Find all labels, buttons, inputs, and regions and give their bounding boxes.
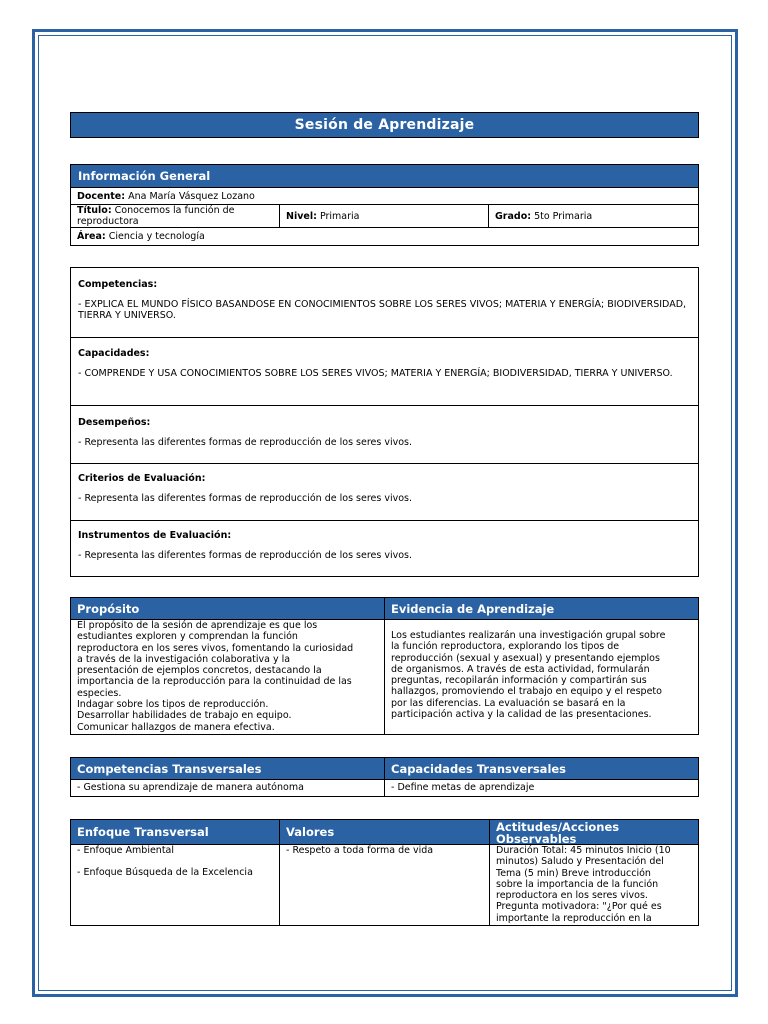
docente-row (70, 188, 699, 205)
instrumentos-section (71, 521, 698, 578)
proposito-line: Comunicar hallazgos de manera efectiva. (77, 721, 275, 733)
titulo-label: Título: (77, 205, 112, 216)
docente-value: Ana María Vásquez Lozano (128, 190, 255, 202)
valores-item: - Respeto a toda forma de vida (286, 845, 434, 856)
proposito-table (70, 597, 699, 735)
proposito-line: estudiantes exploren y comprendan la función (77, 631, 298, 643)
valores-text (280, 845, 490, 925)
proposito-line: a través de la investigación colaborativa y la (77, 653, 291, 665)
competencias-box (70, 267, 699, 577)
area-value: Ciencia y tecnología (108, 231, 205, 242)
grado-value: 5to Primaria (534, 210, 593, 222)
actitudes-line: reproductora en los seres vivos. (496, 890, 648, 902)
enfoque-header: Enfoque Transversal (70, 819, 279, 845)
competencias-label: Competencias: (78, 279, 158, 290)
info-general-header: Información General (70, 164, 699, 188)
enfoque-table (70, 819, 699, 926)
proposito-header: Propósito (70, 597, 384, 620)
competencias-transversales-header: Competencias Transversales (70, 757, 384, 780)
actitudes-line: sobre la importancia de la función (496, 878, 659, 890)
proposito-line: especies. (77, 687, 122, 699)
desempenos-section (71, 406, 698, 464)
proposito-text (71, 620, 385, 734)
evidencia-line: preguntas, recopilarán información y compartirán sus (391, 675, 647, 687)
actitudes-text (490, 845, 698, 925)
docente-label: Docente: (77, 190, 126, 202)
evidencia-header: Evidencia de Aprendizaje (384, 597, 699, 620)
capacidades-section (71, 338, 698, 406)
evidencia-line: reproducción (sexual y asexual) y presentando ejemplos (391, 652, 660, 664)
proposito-line: Desarrollar habilidades de trabajo en equipo. (77, 710, 292, 722)
grado-label: Grado: (495, 210, 532, 222)
enfoque-text (71, 845, 280, 925)
evidencia-line: participación activa y la calidad de las presentaciones. (391, 709, 652, 721)
nivel-label: Nivel: (286, 210, 317, 222)
actitudes-header (489, 819, 699, 845)
proposito-line: importancia de la reproducción para la continuidad de las (77, 676, 352, 688)
evidencia-line: por las diferencias. La evaluación se basará en la (391, 697, 626, 709)
competencias-transversales-text: - Gestiona su aprendizaje de manera autónoma (71, 780, 385, 796)
criterios-text: - Representa las diferentes formas de reproducción de los seres vivos. (78, 493, 413, 504)
instrumentos-text: - Representa las diferentes formas de reproducción de los seres vivos. (78, 550, 413, 561)
enfoque-item: - Enfoque Búsqueda de la Excelencia (77, 867, 253, 879)
actitudes-header-line: Actitudes/Acciones (496, 820, 620, 834)
area-label: Área: (77, 231, 106, 242)
evidencia-line: Los estudiantes realizarán una investigación grupal sobre (391, 630, 666, 641)
proposito-line: reproductora en los seres vivos, fomentando la curiosidad (77, 642, 354, 654)
actitudes-line: Tema (5 min) Breve introducción (496, 867, 651, 879)
evidencia-text (385, 620, 698, 734)
document-title: Sesión de Aprendizaje (70, 112, 699, 138)
proposito-line: presentación de ejemplos concretos, destacando la (77, 665, 322, 677)
actitudes-header-line: Observables (496, 832, 577, 846)
enfoque-item: - Enfoque Ambiental (77, 845, 175, 856)
actitudes-line: importante la reproducción en la (496, 912, 652, 924)
criterios-section (71, 464, 698, 521)
capacidades-transversales-text: - Define metas de aprendizaje (391, 782, 535, 793)
capacidades-transversales-header: Capacidades Transversales (384, 757, 699, 780)
competencias-section (71, 268, 698, 338)
info-general-table (70, 164, 699, 246)
evidencia-line: hallazgos, promoviendo el trabajo en equipo y el respeto (391, 686, 662, 698)
titulo-row (70, 205, 699, 228)
valores-header: Valores (279, 819, 489, 845)
evidencia-line: de organismos. A través de esta actividad, formularán (391, 663, 650, 675)
proposito-line: El propósito de la sesión de aprendizaje es que los (77, 620, 318, 631)
actitudes-line: minutos) Saludo y Presentación del (496, 856, 664, 868)
capacidades-label: Capacidades: (78, 348, 150, 359)
criterios-label: Criterios de Evaluación: (78, 473, 206, 484)
proposito-line: Indagar sobre los tipos de reproducción. (77, 699, 269, 711)
nivel-value: Primaria (319, 210, 360, 222)
capacidades-text: - COMPRENDE Y USA CONOCIMIENTOS SOBRE LOS SERES VIVOS; MATERIA Y ENERGÍA; BIODIVERSIDAD, TIERRA Y UNIVERSO. (78, 368, 673, 379)
evidencia-line: la función reproductora, explorando los tipos de (391, 641, 620, 653)
competencias-text: - EXPLICA EL MUNDO FÍSICO BASANDOSE EN CONOCIMIENTOS SOBRE LOS SERES VIVOS; MATERIA Y ENERGÍA; BIODIVERSIDAD, TIERRA Y UNIVERSO. (78, 299, 687, 321)
desempenos-label: Desempeños: (78, 417, 151, 428)
actitudes-line: Duración Total: 45 minutos Inicio (10 (496, 845, 671, 856)
titulo-value: Conocemos la función de reproductora (77, 205, 235, 227)
desempenos-text: - Representa las diferentes formas de reproducción de los seres vivos. (78, 437, 413, 448)
transversales-table (70, 757, 699, 797)
instrumentos-label: Instrumentos de Evaluación: (78, 530, 232, 541)
actitudes-line: Pregunta motivadora: "¿Por qué es (496, 901, 662, 913)
area-row (70, 228, 699, 246)
